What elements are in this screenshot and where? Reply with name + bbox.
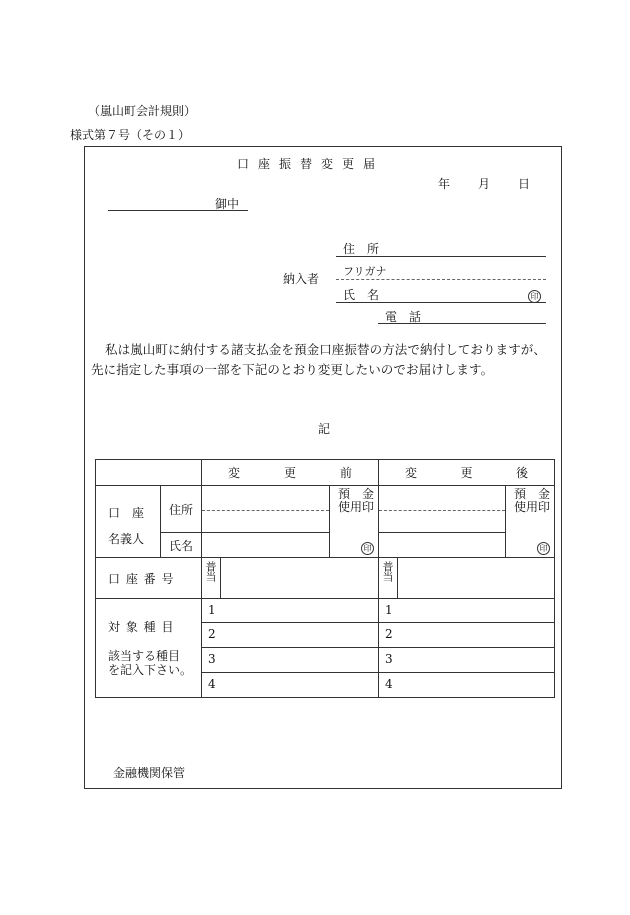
name-row-label: 氏名 <box>161 533 202 558</box>
name-label: 氏 名 <box>343 288 380 302</box>
before-number-field[interactable] <box>221 558 378 598</box>
before-account-number[interactable] <box>202 558 379 599</box>
phone-label: 電 話 <box>385 310 422 324</box>
address-row-label: 住所 <box>161 486 202 533</box>
after-item-1[interactable]: 1 <box>379 599 555 623</box>
after-furigana-divider <box>379 510 505 511</box>
furigana-field[interactable] <box>336 279 546 280</box>
form-number: 様式第７号（その１） <box>70 128 191 142</box>
after-name-cell[interactable] <box>379 533 506 558</box>
account-holder-label: 口 座 名義人 <box>96 486 161 558</box>
account-number-label: 口 座 番 号 <box>96 558 202 599</box>
before-seal-mark: 印 <box>361 542 374 555</box>
after-account-type[interactable]: 普当 <box>379 558 398 598</box>
after-item-4[interactable]: 4 <box>379 673 555 698</box>
after-number-field[interactable] <box>398 558 554 598</box>
phone-field[interactable] <box>378 323 546 324</box>
before-address-cell[interactable] <box>202 486 330 533</box>
target-items-label: 対 象 種 目 該当する種目 を記入下さい。 <box>96 599 202 698</box>
address-label: 住 所 <box>343 242 380 256</box>
regulation-label: （嵐山町会計規則） <box>88 104 197 118</box>
after-item-3[interactable]: 3 <box>379 648 555 673</box>
bank-keep-label: 金融機関保管 <box>113 766 186 780</box>
before-item-1[interactable]: 1 <box>202 599 379 623</box>
before-seal-cell[interactable]: 預 金 使用印 印 <box>330 486 379 558</box>
ki-label: 記 <box>318 422 331 436</box>
before-item-3[interactable]: 3 <box>202 648 379 673</box>
date-year: 年 <box>438 177 451 191</box>
before-item-2[interactable]: 2 <box>202 623 379 648</box>
before-item-4[interactable]: 4 <box>202 673 379 698</box>
statement-text: 私は嵐山町に納付する諸支払金を預金口座振替の方法で納付しておりますが、先に指定した事項の一部を下記のとおり変更したいのでお届けします。 <box>91 342 547 377</box>
date-day: 日 <box>518 177 531 191</box>
form-title: 口座振替変更届 <box>237 157 385 171</box>
after-seal-cell[interactable]: 預 金 使用印 印 <box>506 486 555 558</box>
after-seal-mark: 印 <box>537 542 550 555</box>
after-account-number[interactable] <box>379 558 555 599</box>
date-month: 月 <box>478 177 491 191</box>
address-field[interactable] <box>336 256 546 257</box>
seal-mark: 印 <box>528 290 541 303</box>
name-field[interactable] <box>336 302 546 303</box>
after-header: 変 更 後 <box>379 460 555 486</box>
before-name-cell[interactable] <box>202 533 330 558</box>
after-address-cell[interactable] <box>379 486 506 533</box>
payer-label: 納入者 <box>283 272 320 286</box>
furigana-label: フリガナ <box>343 265 387 278</box>
corner-cell <box>96 460 202 486</box>
before-furigana-divider <box>202 510 329 511</box>
change-table <box>95 459 555 698</box>
before-header: 変 更 前 <box>202 460 379 486</box>
after-item-2[interactable]: 2 <box>379 623 555 648</box>
before-account-type[interactable]: 普当 <box>202 558 221 598</box>
addressee-suffix: 御中 <box>215 197 240 211</box>
